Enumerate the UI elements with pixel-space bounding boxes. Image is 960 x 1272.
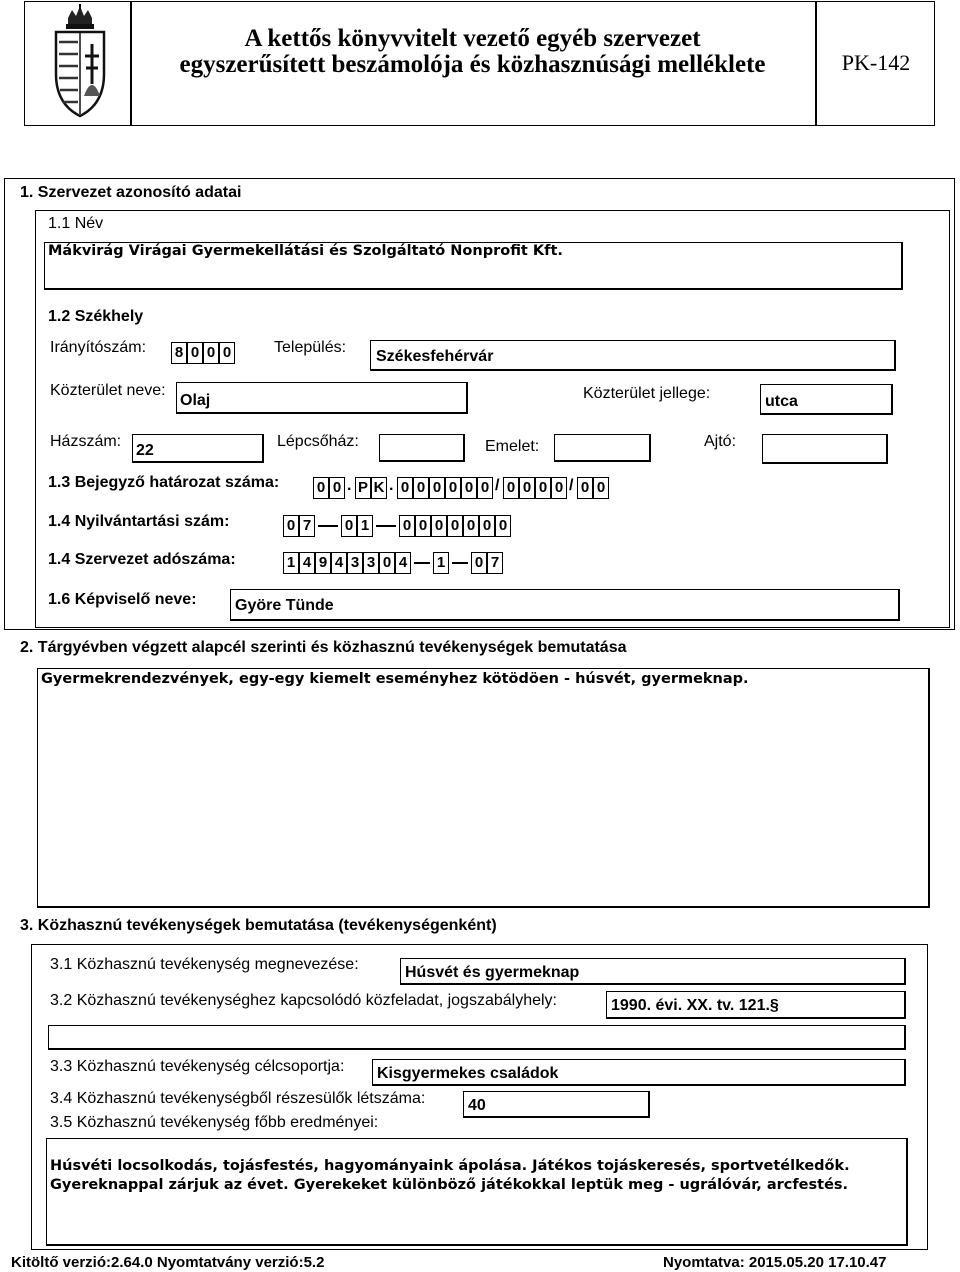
- task-label: 3.2 Közhasznú tevékenységhez kapcsolódó közfeladat, jogszabályhely:: [50, 992, 557, 1009]
- target-label: 3.3 Közhasznú tevékenység célcsoportja:: [50, 1058, 345, 1075]
- seat-label: 1.2 Székhely: [48, 308, 144, 325]
- digit-cell: 0: [503, 477, 519, 499]
- count-label: 3.4 Közhasznú tevékenységből részesülők létszáma:: [50, 1090, 426, 1107]
- digit-cell: 4: [299, 552, 315, 574]
- digit-cell: 0: [187, 342, 203, 364]
- digit-cell: 0: [519, 477, 535, 499]
- results-label: 3.5 Közhasznú tevékenység főbb eredményei:: [50, 1114, 379, 1131]
- door-field[interactable]: [762, 434, 888, 464]
- section2-heading: 2. Tárgyévben végzett alapcél szerinti és közhasznú tevékenységek bemutatása: [20, 639, 627, 656]
- street-value: Olaj: [180, 392, 211, 409]
- footer-version: Kitöltő verzió:2.64.0 Nyomtatvány verzió:5.2: [11, 1254, 325, 1271]
- name-label: 1.1 Név: [48, 215, 104, 232]
- digit-cell: P: [355, 477, 371, 499]
- floor-field[interactable]: [554, 434, 651, 462]
- digit-cell: 0: [431, 515, 447, 537]
- results-line1: Húsvéti locsolkodás, tojásfestés, hagyományaink ápolása. Játékos tojáskeresés, sportvetélkedők.: [50, 1158, 850, 1174]
- digit-cell: 9: [315, 552, 331, 574]
- footer-printed: Nyomtatva: 2015.05.20 17.10.47: [663, 1254, 887, 1271]
- digit-cell: 1: [283, 552, 299, 574]
- separator: .: [347, 477, 352, 494]
- stair-field[interactable]: [379, 434, 465, 462]
- digit-cell: 0: [577, 477, 593, 499]
- results-line2: Gyereknappal zárjuk az évet. Gyerekeket különböző játékokkal leptük meg - ugrálóvár, arcfestés.: [50, 1177, 849, 1193]
- form-title: [140, 26, 805, 78]
- digit-cell: 0: [329, 477, 345, 499]
- zip-label: Irányítószám:: [50, 339, 147, 356]
- digit-cell: 0: [429, 477, 445, 499]
- digit-cell: 1: [357, 515, 373, 537]
- digit-cell: 0: [219, 342, 235, 364]
- header-divider-left: [130, 1, 132, 126]
- section3-heading: 3. Közhasznú tevékenységek bemutatása (tevékenységenként): [20, 917, 497, 934]
- dash-separator: [452, 562, 468, 564]
- digit-cell: 0: [479, 515, 495, 537]
- count-value: 40: [468, 1097, 486, 1114]
- digit-cell: 0: [399, 515, 415, 537]
- digit-cell: 0: [495, 515, 511, 537]
- digit-cell: 0: [413, 477, 429, 499]
- house-label: Házszám:: [50, 433, 122, 450]
- activity-name-value: Húsvét és gyermeknap: [405, 964, 580, 981]
- house-value: 22: [136, 442, 154, 459]
- digit-cell: 3: [347, 552, 363, 574]
- digit-cell: 0: [397, 477, 413, 499]
- dash-separator: [376, 525, 396, 527]
- name-value: Mákvirág Virágai Gyermekellátási és Szolgáltató Nonprofit Kft.: [48, 243, 563, 259]
- separator: /: [495, 477, 500, 494]
- digit-cell: 0: [463, 515, 479, 537]
- digit-cell: 0: [551, 477, 567, 499]
- digit-cell: 0: [477, 477, 493, 499]
- door-label: Ajtó:: [704, 433, 737, 450]
- digit-cell: 0: [593, 477, 609, 499]
- stair-label: Lépcsőház:: [277, 433, 359, 450]
- form-code: PK-142: [841, 50, 911, 75]
- section1-heading: 1. Szervezet azonosító adatai: [20, 184, 242, 201]
- task-field-continued[interactable]: [48, 1025, 906, 1050]
- rep-value: Györe Tünde: [235, 597, 334, 614]
- digit-cell: 0: [535, 477, 551, 499]
- digit-cell: 0: [341, 515, 357, 537]
- digit-cell: 0: [461, 477, 477, 499]
- street-type-label: Közterület jellege:: [583, 385, 711, 402]
- form-title-line1: A kettős könyvvitelt vezető egyéb szervezet: [244, 25, 701, 52]
- reg-decision-label: 1.3 Bejegyző határozat száma:: [48, 474, 280, 491]
- digit-cell: 4: [331, 552, 347, 574]
- target-value: Kisgyermekes családok: [377, 1065, 559, 1082]
- digit-cell: 0: [203, 342, 219, 364]
- coat-of-arms-icon: [48, 4, 112, 125]
- digit-cell: 0: [379, 552, 395, 574]
- rep-label: 1.6 Képviselő neve:: [48, 591, 197, 608]
- digit-cell: 8: [171, 342, 187, 364]
- digit-cell: 0: [283, 515, 299, 537]
- dash-separator: [414, 562, 430, 564]
- digit-cell: 0: [471, 552, 487, 574]
- form-title-line2: egyszerűsített beszámolója és közhasznúsági melléklete: [179, 51, 766, 78]
- count-field[interactable]: [463, 1091, 650, 1118]
- digit-cell: 0: [445, 477, 461, 499]
- task-value: 1990. évi. XX. tv. 121.§: [611, 997, 779, 1014]
- activity-text: Gyermekrendezvények, egy-egy kiemelt eseményhez kötödöen - húsvét, gyermeknap.: [41, 671, 749, 687]
- activity-textarea[interactable]: [37, 668, 930, 908]
- digit-cell: 7: [487, 552, 503, 574]
- digit-cell: 1: [433, 552, 449, 574]
- street-label: Közterület neve:: [50, 382, 166, 399]
- street-field[interactable]: [176, 382, 468, 414]
- dash-separator: [318, 525, 338, 527]
- separator: .: [389, 477, 394, 494]
- separator: /: [569, 477, 574, 494]
- record-label: 1.4 Nyilvántartási szám:: [48, 513, 230, 530]
- tax-label: 1.4 Szervezet adószáma:: [48, 551, 236, 568]
- city-value: Székesfehérvár: [376, 348, 494, 365]
- floor-label: Emelet:: [485, 438, 540, 455]
- digit-cell: 0: [313, 477, 329, 499]
- digit-cell: 4: [395, 552, 411, 574]
- digit-cell: 0: [447, 515, 463, 537]
- digit-cell: K: [371, 477, 387, 499]
- digit-cell: 0: [415, 515, 431, 537]
- activity-name-label: 3.1 Közhasznú tevékenység megnevezése:: [50, 956, 359, 973]
- digit-cell: 3: [363, 552, 379, 574]
- street-type-value: utca: [765, 393, 798, 410]
- city-label: Település:: [274, 339, 347, 356]
- digit-cell: 7: [299, 515, 315, 537]
